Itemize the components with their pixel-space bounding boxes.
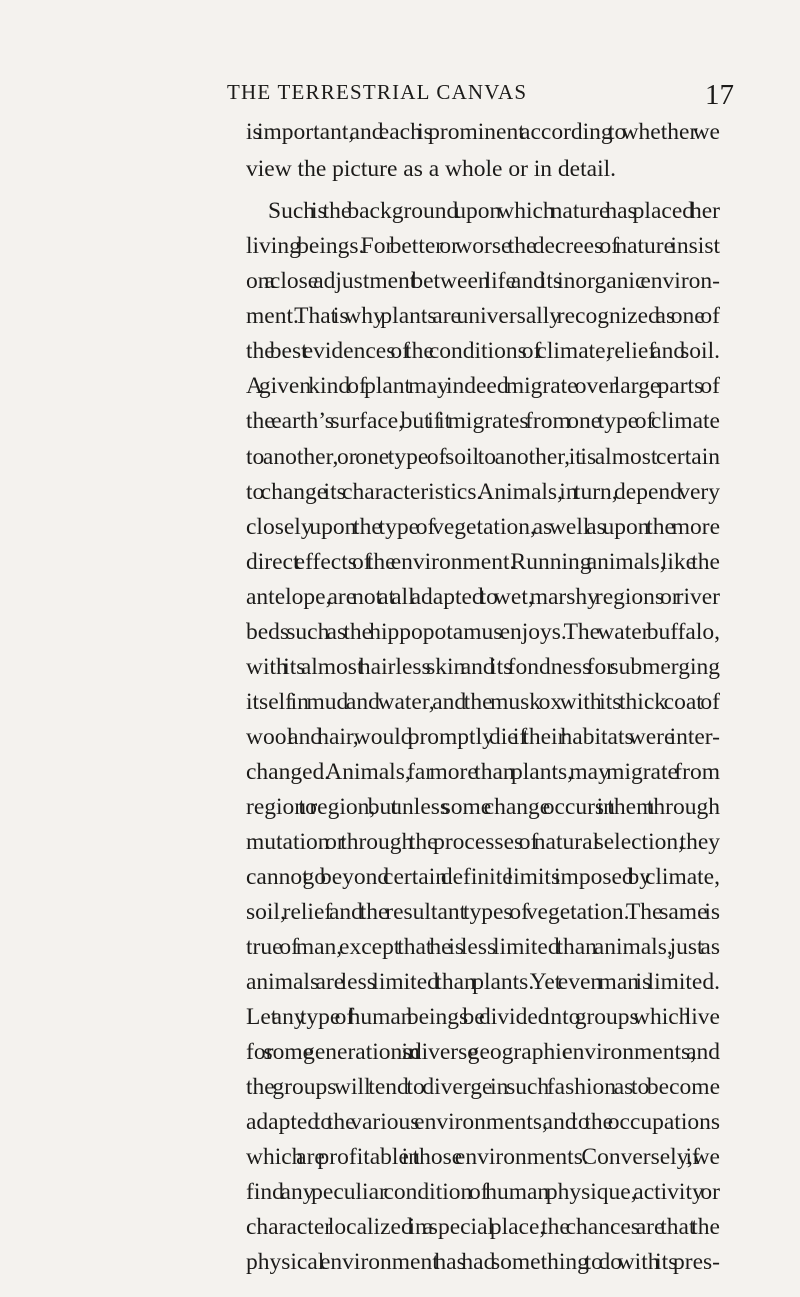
text-line: living beings. For better or worse the decrees of nature insist — [246, 233, 720, 259]
text-line: for some generations in diverse geographic environments, and — [246, 1039, 720, 1065]
text-line: region to region, but unless some change occurs in them through — [246, 794, 720, 820]
text-line: the groups will tend to diverge in such fashion as to become — [246, 1074, 720, 1100]
text-line: find any peculiar condition of human physique, activity or — [246, 1179, 720, 1205]
text-line: mutation or through the processes of natural selection, they — [246, 829, 720, 855]
text-line: with its almost hairless skin and its fondness for submerging — [246, 654, 720, 680]
text-line: adapted to the various environments, and to the occupations — [246, 1109, 720, 1135]
text-line: true of man, except that he is less limited than animals, just as — [246, 934, 720, 960]
text-line: the best evidences of the conditions of climate, relief and soil. — [246, 338, 720, 364]
text-line: wool and hair, would promptly die if their habitats were inter- — [246, 724, 720, 750]
text-line: direct effects of the environment. Running animals, like the — [246, 549, 720, 575]
text-line: antelope, are not at all adapted to wet, marshy regions or river — [246, 584, 720, 610]
text-line: changed. Animals, far more than plants, may migrate from — [246, 759, 720, 785]
text-line: Such is the background upon which nature has placed her — [268, 198, 720, 224]
text-line: to another, or one type of soil to another, it is almost certain — [246, 444, 720, 470]
text-line: to change its characteristics. Animals, in turn, depend very — [246, 479, 720, 505]
text-line: the earth’s surface, but if it migrates from one type of climate — [246, 408, 720, 434]
text-line: ment. That is why plants are universally recognized as one of — [246, 303, 720, 329]
text-line: view the picture as a whole or in detail. — [246, 156, 616, 182]
text-line: cannot go beyond certain definite limits imposed by climate, — [246, 864, 720, 890]
text-line: physical environment has had something to do with its pres- — [246, 1249, 720, 1275]
text-line: Let any type of human beings be divided into groups which live — [246, 1004, 720, 1030]
text-line: which are profitable in those environments. Conversely, if we — [246, 1144, 720, 1170]
text-line: on a close adjustment between life and its inorganic environ- — [246, 268, 720, 294]
text-line: itself in mud and water, and the musk ox with its thick coat of — [246, 689, 720, 715]
text-line: soil, relief and the resultant types of vegetation. The same is — [246, 899, 720, 925]
text-line: animals are less limited than plants. Yet even man is limited. — [246, 969, 720, 995]
text-line: A given kind of plant may indeed migrate over large parts of — [246, 373, 720, 399]
text-line: is important, and each is prominent according to whether we — [246, 119, 720, 145]
running-title: THE TERRESTRIAL CANVAS — [227, 80, 528, 104]
running-head — [0, 78, 800, 118]
text-line: character localized in a special place, the chances are that the — [246, 1214, 720, 1240]
text-line: beds such as the hippopotamus enjoys. The water buffalo, — [246, 619, 720, 645]
text-line: closely upon the type of vegetation, as well as upon the more — [246, 514, 720, 540]
page-number: 17 — [705, 79, 734, 111]
